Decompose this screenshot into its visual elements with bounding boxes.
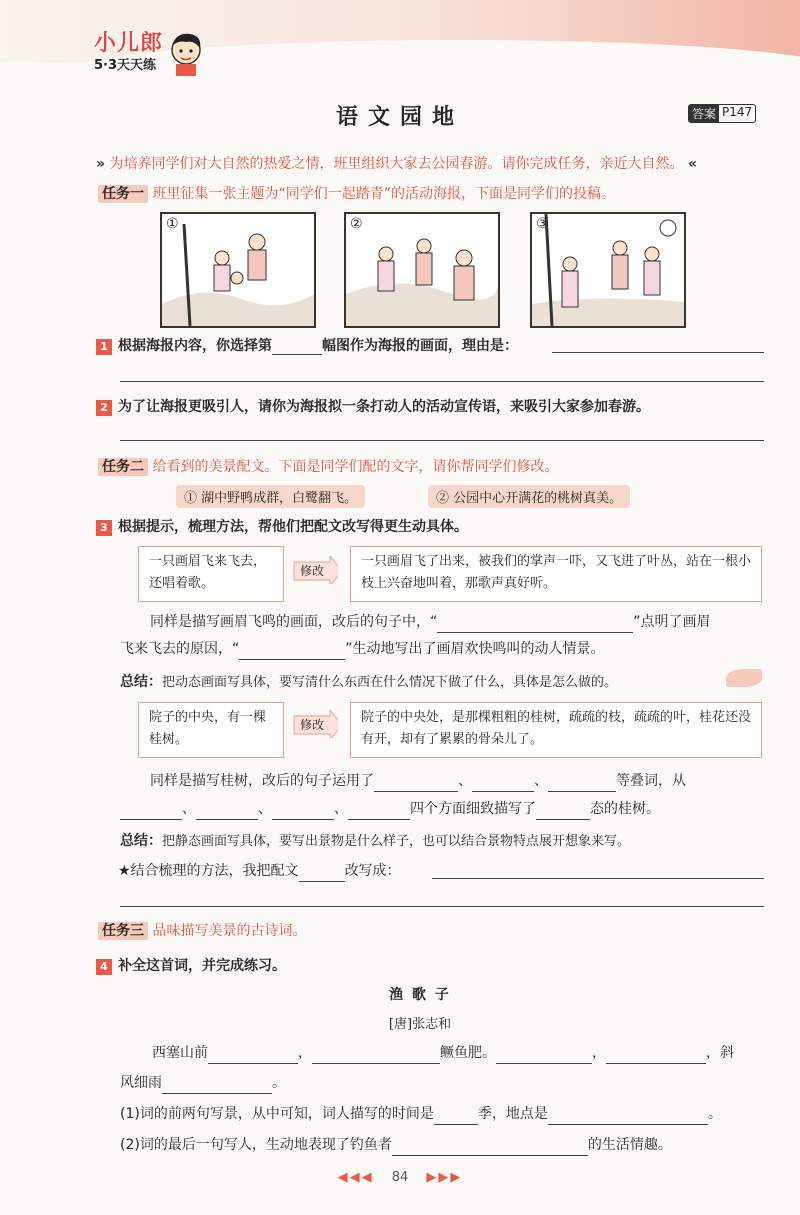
poem-author: [唐]张志和 <box>388 1017 452 1032</box>
sub1-text-a: (1)词的前两句写景，从中可知，词人描写的时间是 <box>120 1106 434 1122</box>
aspect-blank-4[interactable] <box>348 805 410 820</box>
subquestion-1 <box>120 1103 722 1125</box>
task1-text: 班里征集一张主题为“同学们一起踏青”的活动海报，下面是同学们的投稿。 <box>152 186 615 202</box>
leaf-decoration-icon <box>726 669 762 687</box>
poster-picture-1[interactable] <box>160 212 316 328</box>
page-number-bar <box>0 1170 800 1185</box>
summary-1-text: 把动态画面写具体，要写清什么东西在什么情况下做了什么，具体是怎么做的。 <box>162 675 618 690</box>
analysis-1-text-d: ”生动地写出了画眉欢快鸣叫的动人情景。 <box>345 641 605 657</box>
poster-picture-2[interactable] <box>344 212 500 328</box>
sub1-text-c: 。 <box>707 1106 722 1122</box>
summary-2-label: 总结： <box>120 833 162 849</box>
edit-label: 修改 <box>300 564 325 578</box>
analysis-2-blank-1[interactable] <box>374 777 458 792</box>
question-1 <box>96 335 518 355</box>
q2-prompt: 为了让海报更吸引人，请你为海报拟一条打动人的活动宣传语，来吸引大家参加春游。 <box>118 399 650 415</box>
caption-item-1: ① 湖中野鸭成群，白鹭翻飞。 <box>176 485 365 508</box>
answer-reference[interactable] <box>688 104 756 123</box>
boy-mascot-icon <box>166 30 206 76</box>
analysis-2-blank-2[interactable] <box>472 777 534 792</box>
q1-reason-line[interactable] <box>552 352 764 353</box>
aspect-blank-1[interactable] <box>120 805 182 820</box>
rewrite-text-b: 改写成： <box>344 863 401 879</box>
sub2-text-a: (2)词的最后一句写人，生动地表现了钓鱼者 <box>120 1137 392 1153</box>
task3-label: 任务三 <box>98 922 148 940</box>
question-number: 2 <box>96 400 112 416</box>
task3-text: 品味描写美景的古诗词。 <box>152 923 307 939</box>
poem-text-g: 。 <box>272 1075 286 1091</box>
page-number: 84 <box>391 1170 409 1185</box>
place-blank[interactable] <box>548 1110 708 1125</box>
poem-line-1 <box>152 1042 734 1064</box>
picture-number: ① <box>166 216 179 232</box>
summary-1 <box>120 671 760 691</box>
task1-heading <box>98 183 615 203</box>
intro-close-marks: « <box>687 156 697 172</box>
brand-subtitle: 5·3天天练 <box>94 58 157 73</box>
question-number: 4 <box>96 959 112 975</box>
answer-page: P147 <box>722 105 753 119</box>
question-3 <box>96 516 468 536</box>
poem-blank-5[interactable] <box>162 1079 272 1094</box>
picture-2-illustration-icon <box>346 214 498 326</box>
analysis-2-text-f: 态的桂树。 <box>590 801 660 817</box>
example1-revised: 一只画眉飞了出来，被我们的掌声一吓，又飞进了叶丛，站在一根小枝上兴奋地叫着，那歌声真好听。 <box>350 546 762 602</box>
q1-answer-line[interactable] <box>120 381 764 382</box>
intro-text <box>96 153 697 173</box>
poem-text-f: 风细雨 <box>120 1075 162 1091</box>
aspect-blank-3[interactable] <box>272 805 334 820</box>
analysis-2-text-a: 同样是描写桂树，改后的句子运用了 <box>150 773 374 789</box>
poem-blank-2[interactable] <box>312 1049 440 1064</box>
poem-blank-1[interactable] <box>208 1049 298 1064</box>
q1-prompt-a: 根据海报内容，你选择第 <box>118 338 272 354</box>
analysis-2-sep-1: 、 <box>458 773 472 789</box>
q1-prompt-b: 幅图作为海报的画面，理由是： <box>322 338 518 354</box>
poem-sep-1: ， <box>298 1045 312 1061</box>
task2-text: 给看到的美景配文。下面是同学们配的文字，请你帮同学们修改。 <box>152 459 559 475</box>
q2-answer-line[interactable] <box>120 440 764 441</box>
page-title: 语文园地 <box>335 104 464 130</box>
aspect-blank-2[interactable] <box>196 805 258 820</box>
analysis-2-line-2: 、 、 、 四个方面细致描写了 态的桂树。 <box>120 798 660 820</box>
analysis-1-line-1 <box>150 611 711 633</box>
rewrite-line-2[interactable] <box>120 906 764 907</box>
poem-text-c: 鳜鱼肥。 <box>440 1045 496 1061</box>
edit-label: 修改 <box>300 718 325 732</box>
rewrite-text-a: ★结合梳理的方法，我把配文 <box>118 863 299 879</box>
summary-2-text: 把静态画面写具体，要写出景物是什么样子，也可以结合景物特点展开想象来写。 <box>162 834 631 849</box>
brand-logo: 小儿郎 <box>94 31 164 56</box>
rewrite-caption-blank[interactable] <box>299 867 345 882</box>
edit-arrow-2 <box>292 710 338 742</box>
analysis-1-blank-2[interactable] <box>239 645 345 660</box>
analysis-1-text-a: 同样是描写画眉飞鸣的画面，改后的句子中，“ <box>150 614 438 630</box>
example2-original: 院子的中央，有一棵桂树。 <box>138 702 284 758</box>
analysis-1-text-b: ”点明了画眉 <box>633 614 711 630</box>
summary-1-label: 总结： <box>120 674 162 690</box>
intro-open-marks: » <box>96 156 106 172</box>
task2-label: 任务二 <box>98 458 148 476</box>
state-blank[interactable] <box>536 805 590 820</box>
example2-revised: 院子的中央处，是那棵粗粗的桂树，疏疏的枝，疏疏的叶，桂花还没有开，却有了累累的骨朵儿了。 <box>350 702 762 758</box>
interest-blank[interactable] <box>392 1141 588 1156</box>
task1-label: 任务一 <box>98 185 148 203</box>
task3-heading <box>98 920 306 940</box>
question-number: 1 <box>96 339 112 355</box>
analysis-2-text-d: 等叠词，从 <box>616 773 686 789</box>
caption-item-2: ② 公园中心开满花的桃树真美。 <box>428 485 630 508</box>
edit-arrow-1 <box>292 556 338 588</box>
question-4 <box>96 955 286 975</box>
poem-blank-4[interactable] <box>606 1049 706 1064</box>
picture-1-illustration-icon <box>162 214 314 326</box>
q1-picture-blank[interactable] <box>272 340 322 355</box>
poem-text-a: 西塞山前 <box>152 1045 208 1061</box>
sub1-text-b: 季，地点是 <box>477 1106 548 1122</box>
analysis-2-blank-3[interactable] <box>548 777 616 792</box>
intro-sentence: 为培养同学们对大自然的热爱之情，班里组织大家去公园春游。请你完成任务，亲近大自然。 <box>109 156 684 172</box>
q3-prompt: 根据提示，梳理方法，帮他们把配文改写得更生动具体。 <box>118 519 468 535</box>
question-2 <box>96 396 650 416</box>
answer-key-label: 答案 <box>689 105 719 122</box>
q4-prompt: 补全这首词，并完成练习。 <box>118 958 286 974</box>
poem-sep-2: ， <box>592 1045 606 1061</box>
analysis-1-text-c: 飞来飞去的原因，“ <box>120 641 240 657</box>
summary-2 <box>120 830 760 850</box>
analysis-1-blank-1[interactable] <box>437 618 633 633</box>
analysis-1-line-2 <box>120 638 605 660</box>
analysis-2-sep-2: 、 <box>534 773 548 789</box>
poster-picture-3[interactable] <box>530 212 686 328</box>
sub2-text-b: 的生活情趣。 <box>587 1137 672 1153</box>
poem-line-2 <box>120 1072 286 1094</box>
task2-heading <box>98 456 558 476</box>
analysis-2-text-e: 四个方面细致描写了 <box>410 801 536 817</box>
poem-title: 渔 歌 子 <box>389 987 451 1003</box>
right-triangles-icon: ▶▶▶ <box>426 1170 463 1185</box>
picture-number: ② <box>350 216 363 232</box>
subquestion-2 <box>120 1134 672 1156</box>
poem-text-e: ，斜 <box>706 1045 734 1061</box>
picture-3-illustration-icon <box>532 214 684 326</box>
rewrite-prompt <box>118 860 401 882</box>
example1-original: 一只画眉飞来飞去，还唱着歌。 <box>138 546 284 602</box>
season-blank[interactable] <box>434 1110 478 1125</box>
analysis-2-line-1 <box>150 770 686 792</box>
question-number: 3 <box>96 520 112 536</box>
rewrite-line-1[interactable] <box>432 878 764 879</box>
poem-blank-3[interactable] <box>496 1049 592 1064</box>
left-triangles-icon: ◀◀◀ <box>337 1170 374 1185</box>
picture-number: ③ <box>536 216 549 232</box>
